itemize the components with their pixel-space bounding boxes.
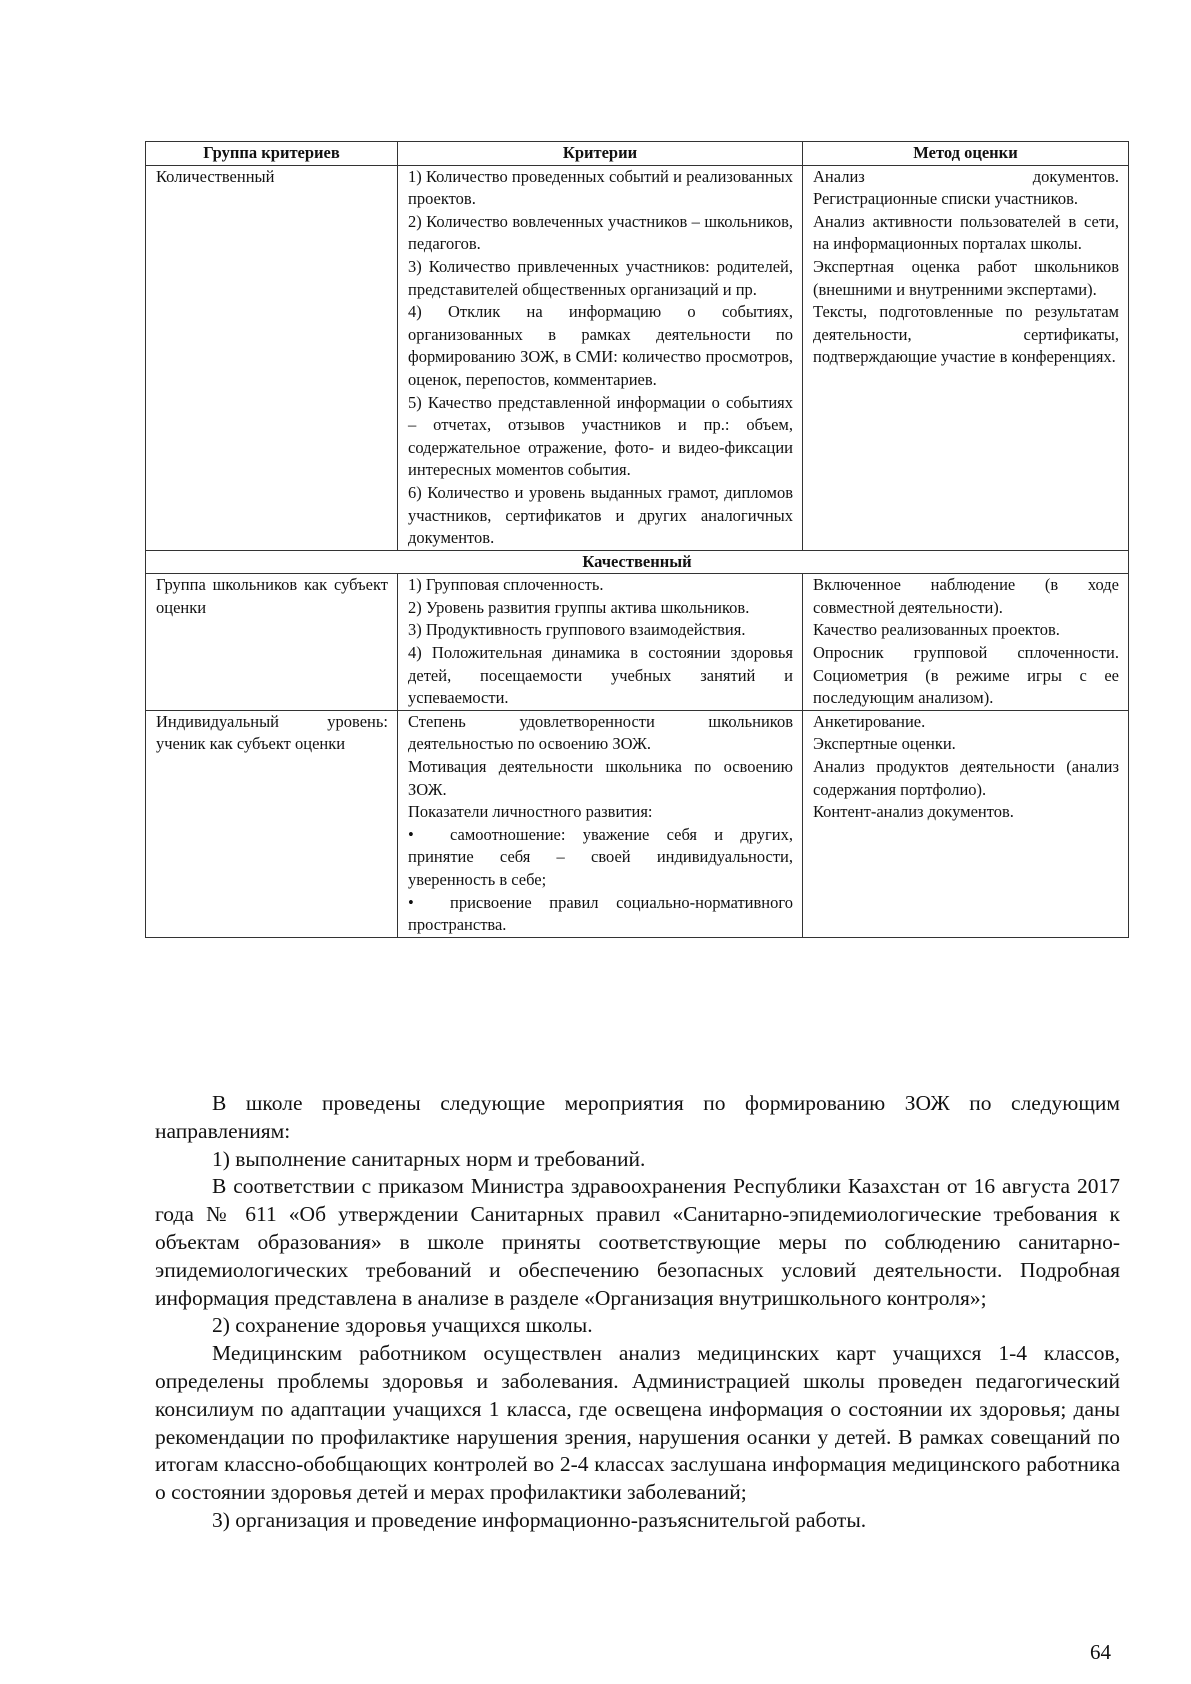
criteria-item: 1) Групповая сплоченность. (408, 575, 604, 595)
criteria-cell (398, 574, 803, 711)
criteria-item: 4) Положительная динамика в состоянии здоровья детей, посещаемости учебных занятий и успеваемости. (408, 643, 793, 708)
method-item: Анализ продуктов деятельности (анализ содержания портфолио). (813, 757, 1119, 799)
criteria-item: 2) Уровень развития группы актива школьников. (408, 597, 750, 617)
method-item: Регистрационные списки участников. (813, 189, 1078, 209)
method-item: Тексты, подготовленные по результатам деятельности, сертификаты, подтверждающие участие в конференциях. (813, 302, 1119, 367)
method-cell (803, 165, 1129, 550)
body-paragraph: 3) организация и проведение информационно-разъяснительгой работы. (212, 1507, 867, 1532)
criteria-item: Степень удовлетворенности школьников деятельностью по освоению ЗОЖ. (408, 711, 793, 754)
bullet-item (408, 892, 793, 937)
group-cell: Группа школьников как субъект оценки (146, 574, 398, 711)
body-paragraph: Медицинским работником осуществлен анализ медицинских карт учащихся 1-4 классов, определены проблемы здоровья и заболевания. Администрацией школы проведен педагогический консилиум по адаптации учащихся 1 класса, где освещена информация о состоянии их здоровья; даны рекомендации по профилактике нарушения зрения, нарушения осанки у детей. В рамках совещаний по итогам классно-обобщающих контролей во 2-4 классах заслушана информация медицинского работника о состоянии здоровья детей и мерах профилактики заболеваний; (155, 1341, 1120, 1505)
bullet-icon: • (408, 892, 414, 912)
criteria-item: 1) Количество проведенных событий и реализованных проектов. (408, 166, 793, 209)
bullet-text: самоотношение: уважение себя и других, принятие себя – своей индивидуальности, уверенность в себе; (408, 824, 793, 889)
method-cell (803, 710, 1129, 937)
table-row-individual (146, 710, 1129, 937)
criteria-item: 3) Продуктивность группового взаимодействия. (408, 620, 746, 640)
method-item: Контент-анализ документов. (813, 802, 1014, 822)
criteria-item: 5) Качество представленной информации о событиях – отчетах, отзывов участников и пр.: объем, содержательное отражение, фото- и видео-фиксации интересных моментов события. (408, 392, 793, 480)
criteria-item: Мотивация деятельности школьника по освоению ЗОЖ. (408, 757, 793, 799)
qualitative-label: Качественный (146, 550, 1129, 574)
body-paragraph: В школе проведены следующие мероприятия по формированию ЗОЖ по следующим направлениям: (155, 1091, 1120, 1143)
table-row-qualitative-label (146, 550, 1129, 574)
table-header-row (146, 142, 1129, 166)
method-item: Включенное наблюдение (в ходе совместной деятельности). (813, 575, 1119, 617)
body-paragraph: 1) выполнение санитарных норм и требований. (212, 1146, 646, 1171)
body-paragraph: В соответствии с приказом Министра здравоохранения Республики Казахстан от 16 августа 2017 года № 611 «Об утверждении Санитарных правил «Санитарно-эпидемиологические требования к объектам образования» в школе приняты соответствующие меры по соблюдению санитарно-эпидемиологических требований и обеспечению безопасных условий деятельности. Подробная информация представлена в анализе в разделе «Организация внутришкольного контроля»; (155, 1174, 1120, 1310)
criteria-cell (398, 710, 803, 937)
bullet-text: присвоение правил социально-нормативного пространства. (408, 892, 793, 935)
method-cell (803, 574, 1129, 711)
criteria-cell (398, 165, 803, 550)
method-item: Анализ документов. (813, 166, 1119, 186)
method-item: Экспертная оценка работ школьников (внешними и внутренними экспертами). (813, 256, 1119, 299)
header-assessment-method: Метод оценки (803, 142, 1129, 166)
header-criteria: Критерии (398, 142, 803, 166)
method-item: Экспертные оценки. (813, 734, 956, 754)
group-cell: Количественный (146, 165, 398, 550)
table-row-group (146, 574, 1129, 711)
criteria-item: 4) Отклик на информацию о событиях, организованных в рамках деятельности по формированию ЗОЖ, в СМИ: количество просмотров, оценок, перепостов, комментариев. (408, 302, 793, 389)
criteria-item: 2) Количество вовлеченных участников – школьников, педагогов. (408, 211, 793, 254)
table-row-quantitative (146, 165, 1129, 550)
bullet-item (408, 824, 793, 892)
method-item: Качество реализованных проектов. (813, 620, 1060, 640)
page-number: 64 (1090, 1640, 1111, 1664)
body-text (155, 1090, 1120, 1535)
header-criteria-group: Группа критериев (146, 142, 398, 166)
method-item: Анкетирование. (813, 711, 926, 731)
criteria-table (145, 141, 1129, 938)
criteria-item: 6) Количество и уровень выданных грамот, дипломов участников, сертификатов и других аналогичных документов. (408, 482, 793, 548)
method-item: Анализ активности пользователей в сети, на информационных порталах школы. (813, 211, 1119, 254)
group-cell: Индивидуальный уровень: ученик как субъект оценки (146, 710, 398, 937)
criteria-item: Показатели личностного развития: (408, 802, 653, 822)
body-paragraph: 2) сохранение здоровья учащихся школы. (212, 1313, 593, 1338)
method-item: Опросник групповой сплоченности. Социометрия (в режиме игры с ее последующим анализом). (813, 643, 1119, 708)
bullet-icon: • (408, 824, 414, 844)
criteria-item: 3) Количество привлеченных участников: родителей, представителей общественных организаций и пр. (408, 256, 793, 299)
